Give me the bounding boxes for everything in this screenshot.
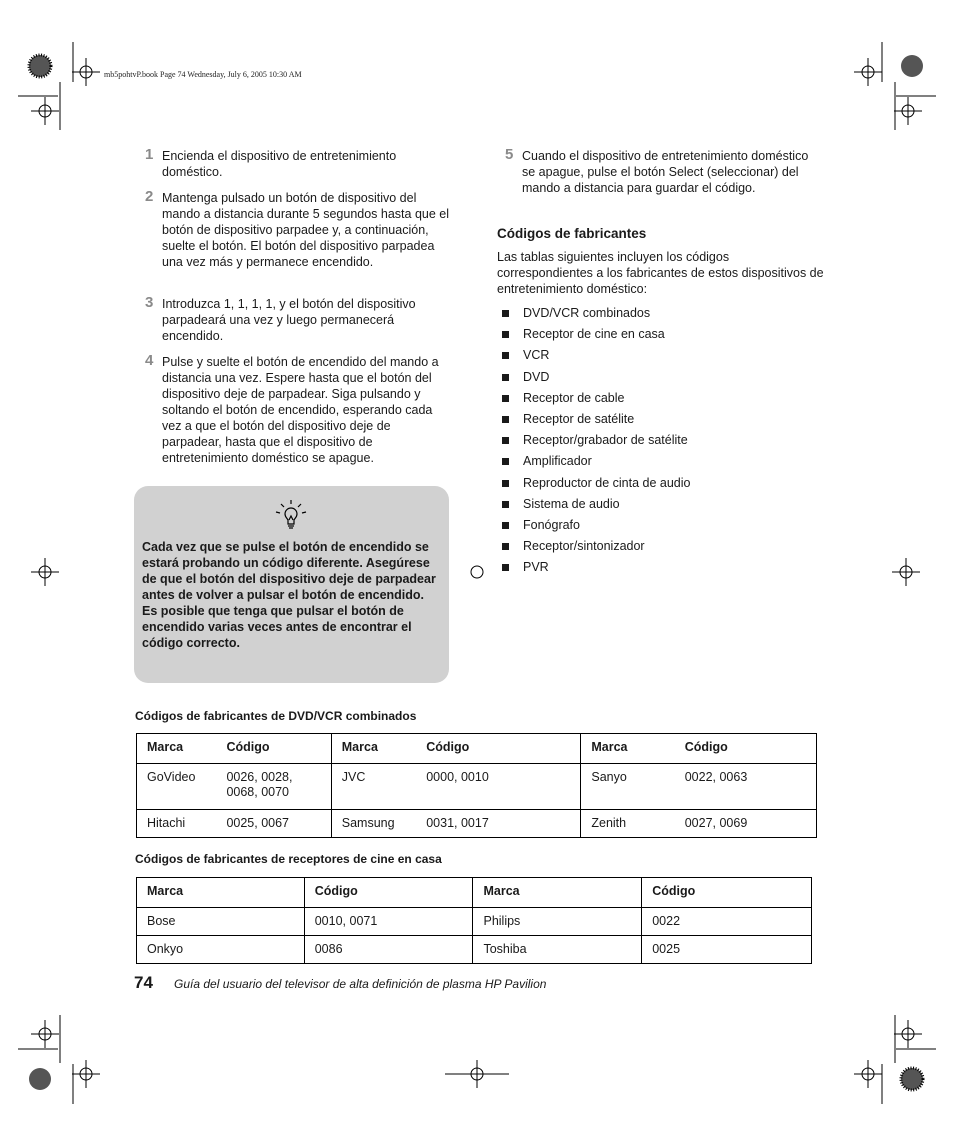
- column-header: Código: [416, 734, 581, 764]
- table-cell: 0026, 0028, 0068, 0070: [216, 764, 331, 810]
- column-header: Código: [675, 734, 817, 764]
- step-5: [505, 146, 822, 196]
- table-cell: GoVideo: [137, 764, 217, 810]
- table-cell: 0010, 0071: [304, 908, 473, 936]
- bullet-icon: [502, 458, 509, 465]
- bullet-icon: [502, 374, 509, 381]
- table-cell: Hitachi: [137, 810, 217, 838]
- mark-mask: [440, 55, 520, 91]
- column-header: Código: [642, 878, 812, 908]
- column-header: Marca: [137, 734, 217, 764]
- table-cell: Samsung: [331, 810, 416, 838]
- device-list: [502, 305, 690, 580]
- step-4: [145, 352, 452, 466]
- column-header: Código: [216, 734, 331, 764]
- table-cell: Onkyo: [137, 936, 305, 964]
- list-item: Fonógrafo: [502, 517, 690, 538]
- list-item: Reproductor de cinta de audio: [502, 475, 690, 496]
- step-number: 4: [145, 352, 154, 369]
- table-cell: Philips: [473, 908, 642, 936]
- table-caption: Códigos de fabricantes de DVD/VCR combinados: [135, 709, 417, 723]
- bullet-icon: [502, 416, 509, 423]
- step-text: Mantenga pulsado un botón de dispositivo del mando a distancia durante 5 segundos hasta que el botón de dispositivo parpadee y, a continuación, suelte el botón. El botón del dispositivo parpadea una vez más y permanece encendido.: [162, 191, 450, 269]
- lightbulb-icon: [274, 498, 308, 532]
- step-text: Cuando el dispositivo de entretenimiento doméstico se apague, pulse el botón Select (seleccionar) del mando a distancia para guardar el código.: [522, 149, 809, 195]
- list-item: Receptor de satélite: [502, 411, 690, 432]
- table-header-row: [137, 878, 812, 908]
- step-number: 5: [505, 146, 514, 163]
- table-cell: 0031, 0017: [416, 810, 581, 838]
- table-row: [137, 936, 812, 964]
- bullet-icon: [502, 564, 509, 571]
- table-cell: 0022: [642, 908, 812, 936]
- table-cell: Toshiba: [473, 936, 642, 964]
- list-item: Amplificador: [502, 453, 690, 474]
- section-intro: Las tablas siguientes incluyen los códigos correspondientes a los fabricantes de estos dispositivos de entretenimiento doméstico:: [497, 250, 824, 296]
- print-slug: mb5pohtvP.book Page 74 Wednesday, July 6, 2005 10:30 AM: [104, 70, 302, 79]
- list-item: Receptor/sintonizador: [502, 538, 690, 559]
- column-header: Marca: [137, 878, 305, 908]
- table-cell: 0000, 0010: [416, 764, 581, 810]
- table-cell: 0025: [642, 936, 812, 964]
- bullet-icon: [502, 543, 509, 550]
- list-item: DVD: [502, 369, 690, 390]
- step-1: [145, 146, 452, 180]
- step-text: Pulse y suelte el botón de encendido del mando a distancia una vez. Espere hasta que el botón del dispositivo deje de parpadear. Siga pulsando y soltando el botón de encendido, esperando cada vez a que el botón del dispositivo deje de parpadear, hasta que el dispositivo de entretenimiento doméstico se apague.: [162, 355, 439, 465]
- tip-box: [134, 486, 449, 683]
- column-header: Código: [304, 878, 473, 908]
- step-number: 2: [145, 188, 154, 205]
- bullet-icon: [502, 501, 509, 508]
- list-item: Receptor/grabador de satélite: [502, 432, 690, 453]
- home-theater-codes-table: [136, 877, 812, 964]
- bullet-icon: [502, 437, 509, 444]
- table-header-row: [137, 734, 817, 764]
- bullet-icon: [502, 352, 509, 359]
- table-row: [137, 908, 812, 936]
- list-item: Sistema de audio: [502, 496, 690, 517]
- bullet-icon: [502, 310, 509, 317]
- table-cell: 0025, 0067: [216, 810, 331, 838]
- step-3: [145, 294, 452, 344]
- column-header: Marca: [473, 878, 642, 908]
- step-2: [145, 188, 452, 270]
- section-heading: Códigos de fabricantes: [497, 226, 647, 241]
- bullet-icon: [502, 522, 509, 529]
- table-cell: 0027, 0069: [675, 810, 817, 838]
- list-item: Receptor de cine en casa: [502, 326, 690, 347]
- table-cell: Sanyo: [581, 764, 675, 810]
- table-row: [137, 810, 817, 838]
- page-number: 74: [134, 973, 153, 992]
- list-item: VCR: [502, 347, 690, 368]
- list-item: PVR: [502, 559, 690, 580]
- bullet-icon: [502, 395, 509, 402]
- list-item: DVD/VCR combinados: [502, 305, 690, 326]
- step-number: 1: [145, 146, 154, 163]
- mark-spacer: [455, 555, 499, 591]
- table-cell: 0022, 0063: [675, 764, 817, 810]
- column-header: Marca: [581, 734, 675, 764]
- table-cell: Bose: [137, 908, 305, 936]
- footer-title: Guía del usuario del televisor de alta definición de plasma HP Pavilion: [174, 977, 547, 991]
- column-header: Marca: [331, 734, 416, 764]
- list-item: Receptor de cable: [502, 390, 690, 411]
- table-cell: Zenith: [581, 810, 675, 838]
- dvd-vcr-codes-table: [136, 733, 817, 838]
- step-text: Introduzca 1, 1, 1, 1, y el botón del dispositivo parpadeará una vez y luego permanecerá encendido.: [162, 297, 416, 343]
- step-number: 3: [145, 294, 154, 311]
- table-cell: 0086: [304, 936, 473, 964]
- step-text: Encienda el dispositivo de entretenimiento doméstico.: [162, 149, 397, 179]
- tip-text: Cada vez que se pulse el botón de encendido se estará probando un código diferente. Asegúrese de que el botón del dispositivo deje de parpadear antes de volver a pulsar el botón de encendido. Es posible que tenga que pulsar el botón de encendido varias veces antes de encontrar el código correcto.: [142, 540, 436, 650]
- table-caption: Códigos de fabricantes de receptores de cine en casa: [135, 852, 442, 866]
- bullet-icon: [502, 331, 509, 338]
- table-row: [137, 764, 817, 810]
- bullet-icon: [502, 480, 509, 487]
- table-cell: JVC: [331, 764, 416, 810]
